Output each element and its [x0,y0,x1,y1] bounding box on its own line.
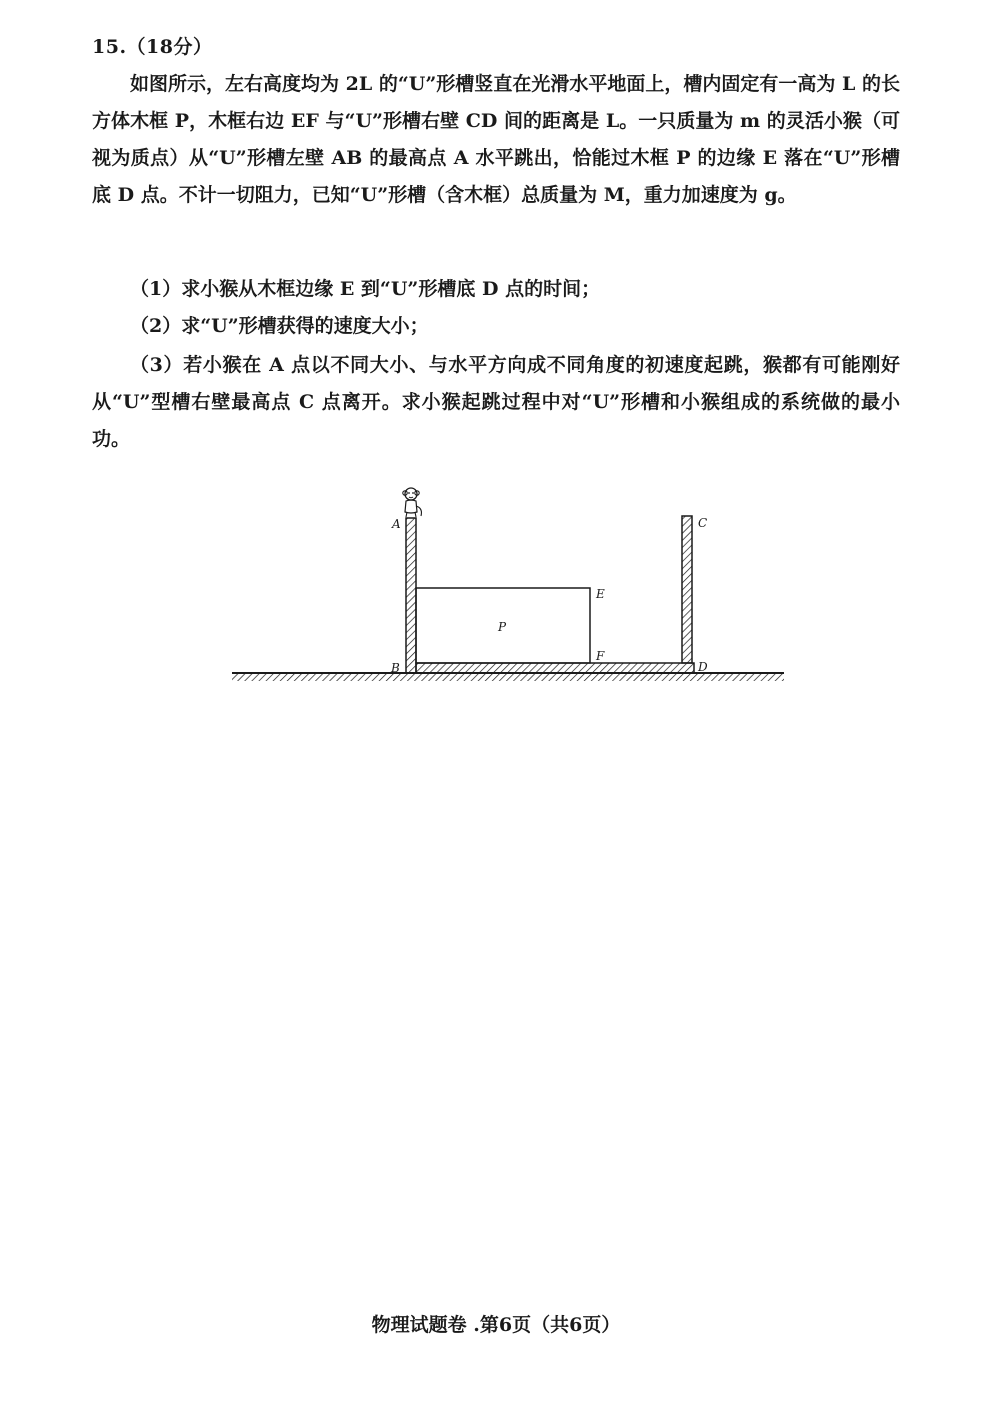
monkey-icon [403,488,422,517]
label-F: F [596,649,605,663]
ground [232,673,784,681]
sub-question-1: （1）求小猴从木框边缘 E 到“U”形槽底 D 点的时间； [130,278,601,300]
question-number: 15.（18分） [92,36,213,58]
label-D: D [698,660,708,674]
label-P: P [498,620,507,634]
sub-question-2: （2）求“U”形槽获得的速度大小； [130,315,429,337]
left-wall-AB [406,518,416,673]
right-wall-CD [682,516,692,663]
u-trough-diagram [228,478,790,688]
label-A: A [392,517,401,531]
sub-question-3: （3）若小猴在 A 点以不同大小、与水平方向成不同角度的初速度起跳，猴都有可能刚好从“U”型槽右壁最高点 C 点离开。求小猴起跳过程中对“U”形槽和小猴组成的系统做的最小功。 [92,354,900,450]
label-E: E [596,587,605,601]
trough-bottom-BD [416,663,694,673]
page-footer: 物理试题卷 .第6页（共6页） [371,1314,621,1336]
question-intro: 如图所示，左右高度均为 2L 的“U”形槽竖直在光滑水平地面上，槽内固定有一高为 L 的长方体木框 P，木框右边 EF 与“U”形槽右壁 CD 间的距离是 L。一只质量为 m 的灵活小猴（可视为质点）从“U”形槽左壁 AB 的最高点 A 水平跳出，恰能过木框 P 的边缘 E 落在“U”形槽底 D 点。不计一切阻力，已知“U”形槽（含木框）总质量为 M，重力加速度为 g。 [92,73,900,206]
label-B: B [391,661,400,675]
label-C: C [698,516,708,530]
